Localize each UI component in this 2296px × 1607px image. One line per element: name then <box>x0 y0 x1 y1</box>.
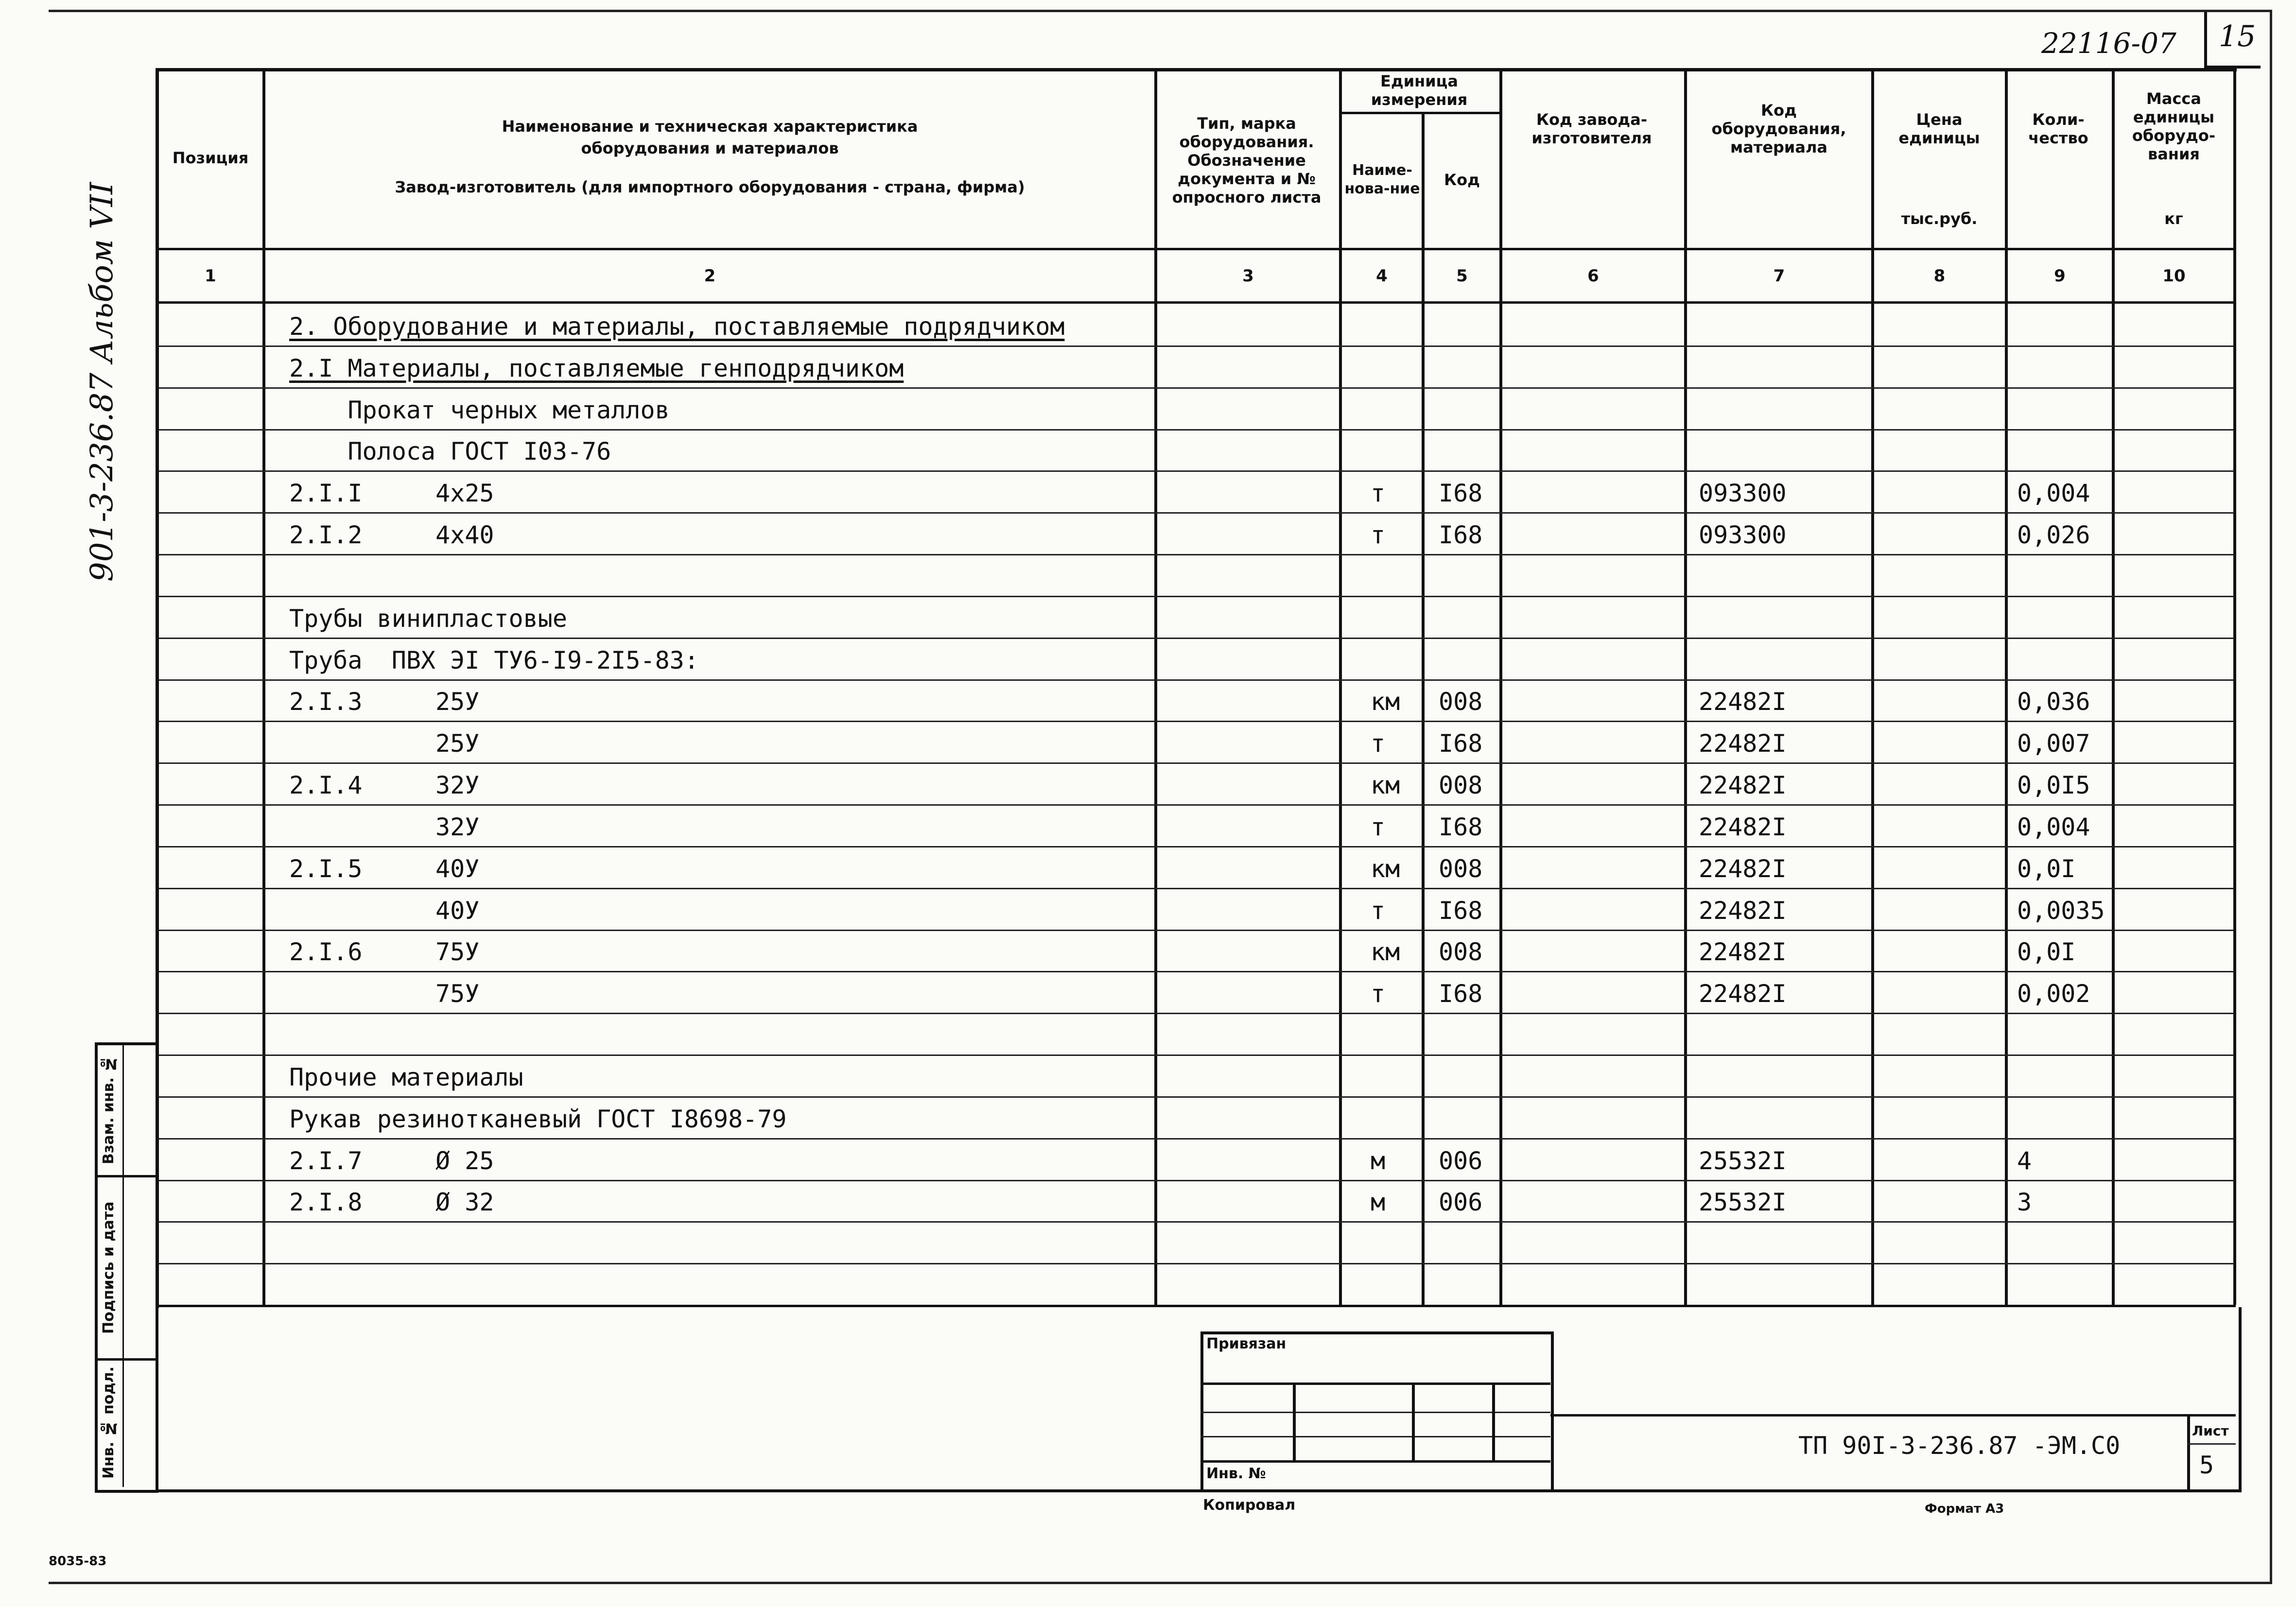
row-quantity: 0,0035 <box>2017 896 2105 925</box>
header-name-line2: оборудования и материалов <box>581 139 839 157</box>
header-quantity: Коли-чество <box>2028 110 2088 147</box>
row-quantity: 0,0I <box>2017 854 2076 883</box>
row-unit-code: 008 <box>1439 938 1483 967</box>
row-unit: т <box>1371 479 1386 508</box>
attached-col2 <box>1412 1382 1415 1460</box>
page-number: 15 <box>2219 19 2256 53</box>
sheet-label: Лист <box>2192 1423 2229 1439</box>
row-unit-code: 008 <box>1439 771 1483 800</box>
row-separator <box>158 1138 2234 1140</box>
colnum-2: 2 <box>704 266 716 286</box>
row-name: Прокат черных металлов <box>289 396 670 424</box>
header-material-code: Код оборудования, материала <box>1711 101 1846 156</box>
row-unit-code: I68 <box>1439 980 1483 1008</box>
attached-col1 <box>1293 1382 1296 1460</box>
row-unit-code: 008 <box>1439 688 1483 716</box>
side-box-replaced-inv: Взам. инв. № <box>100 1055 117 1165</box>
row-unit: т <box>1371 896 1386 925</box>
row-unit: км <box>1371 771 1400 800</box>
copied-by-label: Копировал <box>1203 1497 1296 1514</box>
side-box-orig-inv: Инв. № подл. <box>100 1366 117 1479</box>
title-block-top <box>1550 1414 2236 1417</box>
stamp-area <box>156 1307 2242 1492</box>
col-line-6 <box>1499 68 1502 1305</box>
row-name: 75У <box>289 980 480 1008</box>
row-material-code: 22482I <box>1699 729 1787 758</box>
colnum-9: 9 <box>2054 266 2066 286</box>
row-material-code: 22482I <box>1699 812 1787 841</box>
colnum-6: 6 <box>1587 266 1599 286</box>
row-material-code: 22482I <box>1699 980 1787 1008</box>
row-unit-code: I68 <box>1439 729 1483 758</box>
attached-row3 <box>1200 1436 1550 1437</box>
row-unit-code: 008 <box>1439 854 1483 883</box>
header-position: Позиция <box>172 149 249 167</box>
row-unit: м <box>1371 1146 1386 1175</box>
row-quantity: 0,007 <box>2017 729 2090 758</box>
row-unit-code: I68 <box>1439 521 1483 550</box>
col-line-4 <box>1339 68 1342 1305</box>
header-name-line1: Наименование и техническая характеристика <box>502 117 918 136</box>
attached-row4 <box>1200 1460 1550 1463</box>
row-separator <box>158 846 2234 847</box>
row-separator <box>158 930 2234 931</box>
row-separator <box>158 1180 2234 1181</box>
header-unit-name: Наиме-нова-ние <box>1344 162 1420 197</box>
row-separator <box>158 1013 2234 1014</box>
row-material-code: 25532I <box>1699 1188 1787 1217</box>
row-material-code: 22482I <box>1699 938 1787 967</box>
attached-row1 <box>1200 1382 1550 1385</box>
row-quantity: 0,002 <box>2017 980 2090 1008</box>
colnum-4: 4 <box>1376 266 1388 286</box>
row-name: 32У <box>289 812 480 841</box>
attached-label: Привязан <box>1206 1335 1287 1352</box>
row-quantity: 0,036 <box>2017 688 2090 716</box>
colnum-10: 10 <box>2162 266 2186 286</box>
col-line-10 <box>2112 68 2115 1305</box>
row-quantity: 3 <box>2017 1188 2032 1217</box>
row-quantity: 4 <box>2017 1146 2032 1175</box>
row-unit: м <box>1371 1188 1386 1217</box>
side-box-signature: Подпись и дата <box>100 1201 117 1334</box>
row-separator <box>158 387 2234 389</box>
row-separator <box>158 1263 2234 1264</box>
row-material-code: 22482I <box>1699 896 1787 925</box>
row-material-code: 093300 <box>1699 479 1787 508</box>
row-name: 2.I Материалы, поставляемые генподрядчиком <box>289 354 904 382</box>
row-name: Труба ПВХ ЭI ТУ6-I9-2I5-83: <box>289 646 699 674</box>
row-separator <box>158 470 2234 472</box>
row-quantity: 0,004 <box>2017 479 2090 508</box>
row-name: 2.I.I 4x25 <box>289 479 494 508</box>
row-separator <box>158 512 2234 514</box>
row-name: 2.I.5 40У <box>289 854 480 883</box>
col-line-right <box>2233 68 2236 1305</box>
unit-group-line <box>1339 112 1499 114</box>
inv-number-label: Инв. № <box>1206 1465 1266 1482</box>
row-name: Полоса ГОСТ I03-76 <box>289 437 611 466</box>
row-separator <box>158 638 2234 639</box>
colnum-1: 1 <box>205 266 216 286</box>
row-name: Трубы винипластовые <box>289 604 567 633</box>
sheet-box-line <box>2187 1443 2236 1445</box>
header-unit-group: Единица измерения <box>1371 72 1468 109</box>
row-name: 2. Оборудование и материалы, поставляемые подрядчиком <box>289 312 1065 341</box>
row-material-code: 25532I <box>1699 1146 1787 1175</box>
header-price-unit: тыс.руб. <box>1901 209 1978 228</box>
row-separator <box>158 762 2234 764</box>
row-separator <box>158 804 2234 806</box>
row-separator <box>158 888 2234 889</box>
row-quantity: 0,0I <box>2017 938 2076 967</box>
document-code: ТП 90I-3-236.87 -ЭМ.С0 <box>1798 1432 2121 1460</box>
header-mass: Масса единицы оборудо-вания <box>2132 89 2216 163</box>
row-name: 2.I.7 Ø 25 <box>289 1146 494 1175</box>
header-type: Тип, марка оборудования. Обозначение документа и № опросного листа <box>1172 114 1322 207</box>
row-name: 2.I.6 75У <box>289 938 480 967</box>
row-quantity: 0,026 <box>2017 521 2090 550</box>
row-separator <box>158 346 2234 347</box>
row-quantity: 0,004 <box>2017 812 2090 841</box>
row-unit-code: I68 <box>1439 479 1483 508</box>
row-unit: т <box>1371 729 1386 758</box>
row-name: 2.I.2 4x40 <box>289 521 494 550</box>
row-separator <box>158 429 2234 431</box>
header-line <box>156 248 2236 250</box>
col-line-5 <box>1422 112 1425 1305</box>
row-name: 2.I.8 Ø 32 <box>289 1188 494 1217</box>
row-name: Рукав резинотканевый ГОСТ I8698-79 <box>289 1105 787 1133</box>
row-unit-code: I68 <box>1439 896 1483 925</box>
row-name: Прочие материалы <box>289 1063 523 1091</box>
row-unit: т <box>1371 980 1386 1008</box>
top-code: 22116-07 <box>2041 27 2176 60</box>
row-unit: т <box>1371 521 1386 550</box>
colnum-8: 8 <box>1933 266 1946 286</box>
row-material-code: 22482I <box>1699 688 1787 716</box>
side-box-inner <box>122 1042 124 1487</box>
row-unit-code: I68 <box>1439 812 1483 841</box>
row-material-code: 093300 <box>1699 521 1787 550</box>
row-name: 2.I.3 25У <box>289 688 480 716</box>
row-unit: т <box>1371 812 1386 841</box>
attached-col3 <box>1492 1382 1495 1460</box>
row-material-code: 22482I <box>1699 771 1787 800</box>
row-material-code: 22482I <box>1699 854 1787 883</box>
colnum-3: 3 <box>1242 266 1254 286</box>
col-line-7 <box>1684 68 1687 1305</box>
row-separator <box>158 971 2234 972</box>
sheet-number: 5 <box>2199 1451 2214 1479</box>
header-factory-code: Код завода-изготовителя <box>1531 110 1652 147</box>
side-album-label: 901-3-236.87 Альбом VII <box>84 182 120 582</box>
row-unit: км <box>1371 938 1400 967</box>
row-name: 2.I.4 32У <box>289 771 480 800</box>
colnum-7: 7 <box>1773 266 1785 286</box>
row-unit: км <box>1371 688 1400 716</box>
row-unit-code: 006 <box>1439 1188 1483 1217</box>
row-unit: км <box>1371 854 1400 883</box>
row-name: 25У <box>289 729 480 758</box>
form-code: 8035-83 <box>49 1554 107 1569</box>
colnum-5: 5 <box>1456 266 1468 286</box>
row-quantity: 0,0I5 <box>2017 771 2090 800</box>
col-line-2 <box>262 68 265 1305</box>
col-line-3 <box>1154 68 1157 1305</box>
header-name-line3: Завод-изготовитель (для импортного оборудования - страна, фирма) <box>395 178 1025 196</box>
row-separator <box>158 554 2234 555</box>
row-separator <box>158 1054 2234 1056</box>
attached-row2 <box>1200 1412 1550 1413</box>
row-separator <box>158 1096 2234 1098</box>
row-separator <box>158 679 2234 681</box>
col-line-9 <box>2005 68 2008 1305</box>
header-price: Цена единицы <box>1898 110 1980 147</box>
header-unit-code: Код <box>1444 171 1480 189</box>
row-separator <box>158 596 2234 597</box>
row-name: 40У <box>289 896 480 925</box>
colnum-line <box>156 301 2236 304</box>
header-mass-unit: кг <box>2164 209 2183 228</box>
format-label: Формат А3 <box>1925 1502 2004 1516</box>
row-unit-code: 006 <box>1439 1146 1483 1175</box>
row-separator <box>158 1221 2234 1223</box>
col-line-8 <box>1871 68 1874 1305</box>
row-separator <box>158 721 2234 722</box>
